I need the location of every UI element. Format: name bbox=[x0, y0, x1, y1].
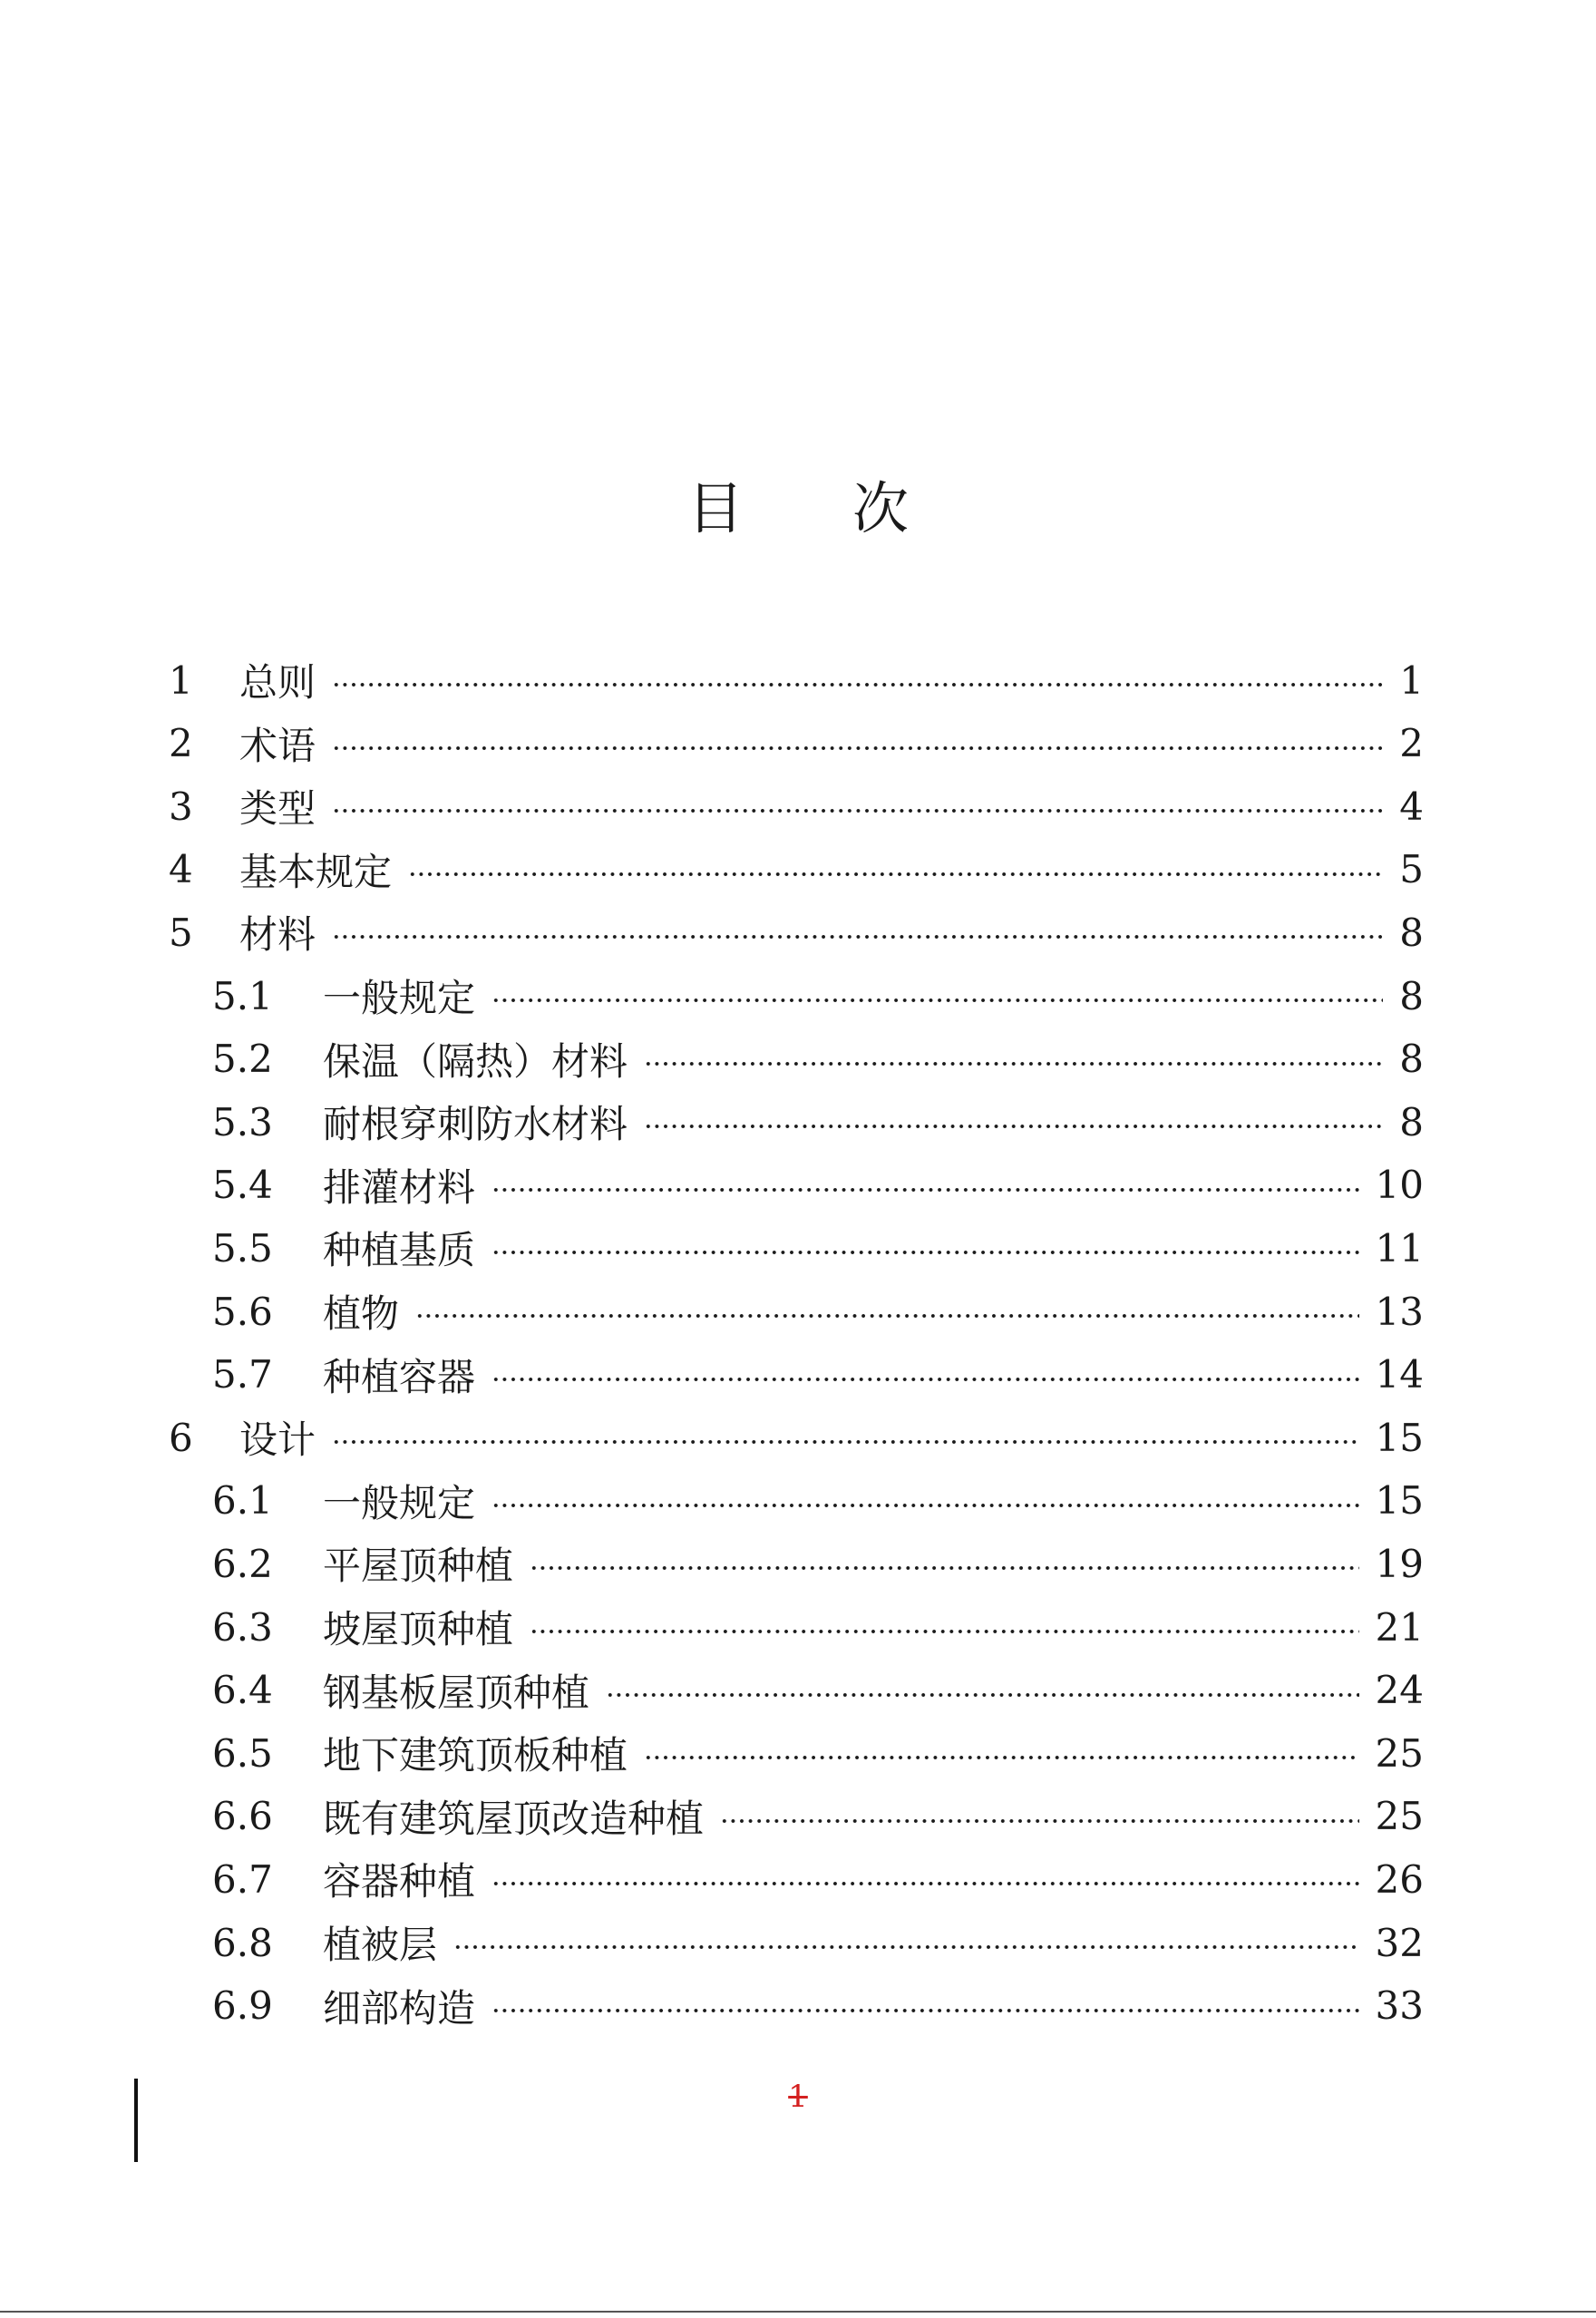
toc-entry-number: 6.1 bbox=[212, 1478, 273, 1524]
toc-entry-title: 容器种植 bbox=[323, 1859, 476, 1904]
toc-entry-number: 6.8 bbox=[212, 1920, 273, 1965]
page-title bbox=[0, 475, 1596, 541]
toc-entry-title: 植物 bbox=[323, 1291, 400, 1336]
toc-entry-title: 地下建筑顶板种植 bbox=[323, 1733, 628, 1778]
toc-dot-leader bbox=[530, 1630, 1359, 1633]
toc-dot-leader bbox=[453, 1945, 1359, 1949]
toc-entry-number: 5.6 bbox=[212, 1289, 273, 1334]
toc-entry-number: 5.1 bbox=[212, 973, 273, 1018]
toc-entry-page: 11 bbox=[1375, 1225, 1424, 1271]
toc-entry-page: 15 bbox=[1375, 1478, 1424, 1524]
toc-entry[interactable] bbox=[212, 1663, 1424, 1718]
toc-entry-page: 25 bbox=[1375, 1730, 1424, 1776]
toc-entry-number: 4 bbox=[169, 847, 193, 892]
toc-entry-page: 8 bbox=[1399, 973, 1424, 1018]
toc-entry[interactable] bbox=[169, 716, 1424, 771]
toc-dot-leader bbox=[408, 872, 1383, 876]
toc-entry-title: 细部构造 bbox=[323, 1985, 476, 2031]
toc-entry-title: 既有建筑屋顶改造种植 bbox=[323, 1796, 705, 1841]
toc-entry-page: 2 bbox=[1399, 721, 1424, 766]
toc-entry-page: 24 bbox=[1375, 1668, 1424, 1713]
toc-entry-number: 6.2 bbox=[212, 1541, 273, 1586]
toc-entry[interactable] bbox=[212, 1348, 1424, 1402]
toc-entry-page: 8 bbox=[1399, 1037, 1424, 1082]
toc-dot-leader bbox=[644, 1125, 1383, 1128]
toc-dot-leader bbox=[332, 809, 1383, 813]
toc-entry[interactable] bbox=[212, 1284, 1424, 1339]
toc-entry-title: 材料 bbox=[239, 912, 316, 958]
toc-entry-title: 钢基板屋顶种植 bbox=[323, 1670, 590, 1715]
toc-dot-leader bbox=[644, 1756, 1359, 1759]
toc-entry-number: 6.4 bbox=[212, 1668, 273, 1713]
toc-entry[interactable] bbox=[212, 1221, 1424, 1275]
toc-entry-title: 设计 bbox=[239, 1417, 316, 1463]
toc-entry-page: 10 bbox=[1375, 1163, 1424, 1208]
toc-entry-title: 平屋顶种植 bbox=[323, 1544, 514, 1589]
toc-entry-page: 5 bbox=[1399, 847, 1424, 892]
toc-dot-leader bbox=[720, 1819, 1359, 1823]
toc-dot-leader bbox=[491, 998, 1383, 1002]
toc-entry-page: 8 bbox=[1399, 910, 1424, 955]
toc-entry[interactable] bbox=[212, 969, 1424, 1023]
toc-entry-number: 6.6 bbox=[212, 1794, 273, 1839]
toc-dot-leader bbox=[491, 1251, 1359, 1254]
toc-dot-leader bbox=[332, 746, 1383, 750]
toc-dot-leader bbox=[491, 1882, 1359, 1885]
toc-dot-leader bbox=[415, 1314, 1359, 1318]
toc-entry[interactable] bbox=[212, 1095, 1424, 1149]
toc-entry[interactable] bbox=[212, 1726, 1424, 1780]
toc-entry-title: 种植基质 bbox=[323, 1228, 476, 1273]
toc-entry-page: 25 bbox=[1375, 1794, 1424, 1839]
toc-entry-number: 6.7 bbox=[212, 1856, 273, 1902]
toc-entry-page: 4 bbox=[1399, 784, 1424, 829]
toc-entry-page: 26 bbox=[1375, 1856, 1424, 1902]
toc-entry[interactable] bbox=[212, 1032, 1424, 1086]
toc-dot-leader bbox=[491, 1504, 1359, 1507]
toc-entry-title: 一般规定 bbox=[323, 1480, 476, 1525]
toc-entry-number: 3 bbox=[169, 784, 193, 829]
toc-entry-title: 保温（隔热）材料 bbox=[323, 1038, 628, 1084]
toc-entry-title: 类型 bbox=[239, 786, 316, 832]
toc-entry-number: 2 bbox=[169, 721, 193, 766]
toc-entry-title: 术语 bbox=[239, 723, 316, 768]
page-number: 1 bbox=[788, 2079, 808, 2115]
page-title-second-char: 次 bbox=[852, 475, 910, 541]
toc-entry-title: 种植容器 bbox=[323, 1354, 476, 1399]
toc-entry-title: 植被层 bbox=[323, 1923, 438, 1967]
toc-entry-page: 21 bbox=[1375, 1604, 1424, 1650]
toc-entry-title: 排灌材料 bbox=[323, 1164, 476, 1210]
toc-entry-number: 5.2 bbox=[212, 1037, 273, 1082]
toc-entry[interactable] bbox=[212, 1915, 1424, 1970]
toc-dot-leader bbox=[530, 1566, 1359, 1570]
toc-entry[interactable] bbox=[212, 1979, 1424, 2033]
toc-entry[interactable] bbox=[212, 1158, 1424, 1213]
toc-entry-number: 5.3 bbox=[212, 1099, 273, 1144]
toc-entry[interactable] bbox=[169, 905, 1424, 959]
toc-entry-number: 5.7 bbox=[212, 1352, 273, 1398]
toc-entry[interactable] bbox=[212, 1600, 1424, 1654]
toc-entry-title: 基本规定 bbox=[239, 849, 393, 894]
toc-entry-title: 耐根穿刺防水材料 bbox=[323, 1102, 628, 1147]
toc-entry-page: 19 bbox=[1375, 1541, 1424, 1586]
toc-dot-leader bbox=[491, 1188, 1359, 1192]
toc-entry-page: 13 bbox=[1375, 1289, 1424, 1334]
toc-dot-leader bbox=[644, 1062, 1383, 1066]
toc-entry-title: 一般规定 bbox=[323, 976, 476, 1020]
toc-entry[interactable] bbox=[169, 1410, 1424, 1465]
toc-entry-page: 32 bbox=[1375, 1920, 1424, 1965]
bottom-rule bbox=[0, 2311, 1596, 2313]
toc-entry-number: 1 bbox=[169, 657, 193, 703]
toc-entry-number: 6.5 bbox=[212, 1730, 273, 1776]
toc-entry-number: 5 bbox=[169, 910, 193, 955]
toc-entry-page: 1 bbox=[1399, 657, 1424, 703]
toc-entry-number: 5.4 bbox=[212, 1163, 273, 1208]
toc-dot-leader bbox=[332, 935, 1383, 939]
toc-entry-page: 14 bbox=[1375, 1352, 1424, 1398]
page-title-first-char: 目 bbox=[686, 475, 744, 541]
toc-entry-number: 6 bbox=[169, 1415, 193, 1460]
toc-entry-page: 8 bbox=[1399, 1099, 1424, 1144]
toc-entry-number: 6.3 bbox=[212, 1604, 273, 1650]
toc-entry-title: 总则 bbox=[239, 660, 316, 705]
toc-dot-leader bbox=[332, 1440, 1359, 1444]
toc-entry-number: 6.9 bbox=[212, 1983, 273, 2029]
toc-dot-leader bbox=[606, 1693, 1359, 1697]
toc-entry-page: 33 bbox=[1375, 1983, 1424, 2029]
toc-entry[interactable] bbox=[212, 1789, 1424, 1844]
toc-entry[interactable] bbox=[212, 1536, 1424, 1591]
toc-dot-leader bbox=[491, 1378, 1359, 1381]
toc-entry-number: 5.5 bbox=[212, 1225, 273, 1271]
toc-entry-title: 坡屋顶种植 bbox=[323, 1607, 514, 1651]
toc-entry[interactable] bbox=[169, 779, 1424, 833]
toc-entry[interactable] bbox=[169, 842, 1424, 897]
toc-dot-leader bbox=[332, 683, 1383, 687]
toc-entry-page: 15 bbox=[1375, 1415, 1424, 1460]
toc-entry[interactable] bbox=[212, 1852, 1424, 1906]
toc-entry[interactable] bbox=[169, 653, 1424, 707]
toc-entry[interactable] bbox=[212, 1474, 1424, 1528]
toc-dot-leader bbox=[491, 2009, 1359, 2012]
